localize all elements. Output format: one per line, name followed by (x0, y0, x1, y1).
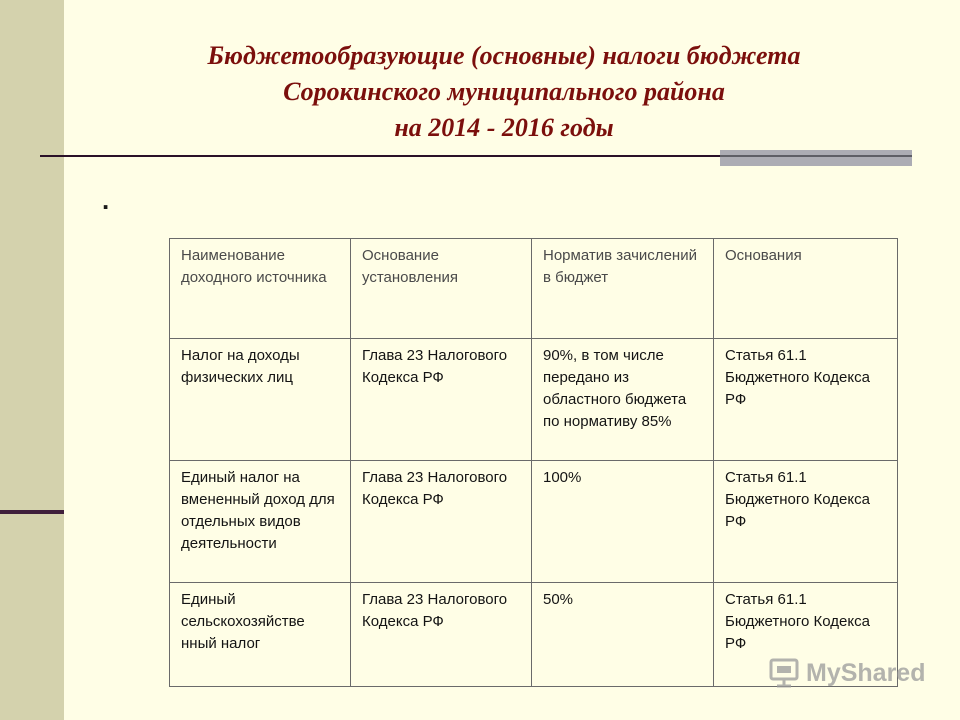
table-cell: Статья 61.1 Бюджетного Кодекса РФ (714, 583, 898, 687)
title-line-2: Сорокинского муниципального района (283, 77, 725, 106)
title-divider-grey-block (720, 150, 912, 166)
title-line-1: Бюджетообразующие (основные) налоги бюджета (207, 41, 801, 70)
presentation-board-icon (768, 657, 800, 689)
table-cell: 90%, в том числе передано из областного бюджета по нормативу 85% (532, 339, 714, 461)
table-cell: Единый налог на вмененный доход для отдельных видов деятельности (170, 461, 351, 583)
table-cell: Глава 23 Налогового Кодекса РФ (351, 583, 532, 687)
header-cell-allocation-rate: Норматив зачислений в бюджет (532, 239, 714, 339)
title-divider-line (40, 155, 720, 157)
bullet-point: . (102, 185, 110, 215)
table-cell: Глава 23 Налогового Кодекса РФ (351, 461, 532, 583)
title-divider-grey-line (720, 155, 912, 157)
table-row (170, 339, 898, 461)
table-cell: 50% (532, 583, 714, 687)
table-header-row (170, 239, 898, 339)
table-cell: Налог на доходы физических лиц (170, 339, 351, 461)
table-cell: Единый сельскохозяйстве нный налог (170, 583, 351, 687)
watermark-text: MyShared (806, 658, 926, 687)
table-row (170, 461, 898, 583)
slide-title (100, 38, 908, 146)
watermark (768, 656, 925, 690)
table-cell: 100% (532, 461, 714, 583)
left-decorative-band (0, 0, 64, 720)
left-band-accent-line (0, 510, 64, 514)
table-cell: Статья 61.1 Бюджетного Кодекса РФ (714, 339, 898, 461)
table-cell: Глава 23 Налогового Кодекса РФ (351, 339, 532, 461)
header-cell-income-source: Наименование доходного источника (170, 239, 351, 339)
tax-table (169, 238, 898, 687)
table-cell: Статья 61.1 Бюджетного Кодекса РФ (714, 461, 898, 583)
title-line-3: на 2014 - 2016 годы (394, 113, 614, 142)
header-cell-grounds: Основания (714, 239, 898, 339)
header-cell-legal-basis: Основание установления (351, 239, 532, 339)
